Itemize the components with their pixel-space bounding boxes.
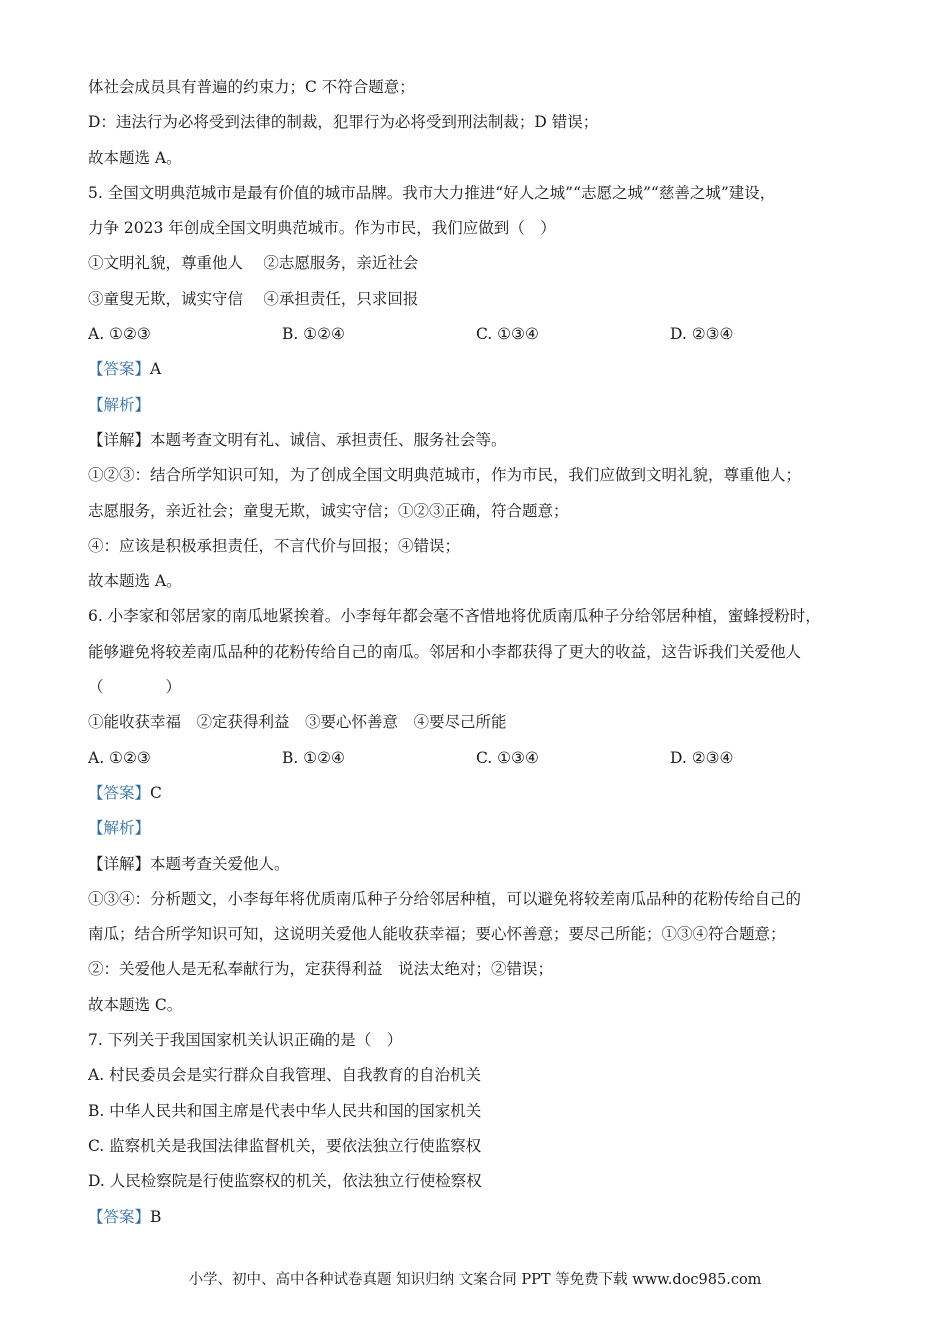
- question-6-analysis: [88, 811, 878, 846]
- option-d: D. 人民检察院是行使监察权的机关，依法独立行使检察权: [88, 1172, 482, 1191]
- question-6-detail: [88, 847, 878, 882]
- detail-tag: 【详解】: [88, 854, 151, 873]
- option-c: C. ①③④: [476, 748, 539, 767]
- page-footer: 小学、初中、高中各种试卷真题 知识归纳 文案合同 PPT 等免费下载 www.doc985.com: [188, 1272, 762, 1288]
- document-page: [88, 70, 878, 1235]
- detail-line: 南瓜；结合所学知识可知，这说明关爱他人能收获幸福；要心怀善意；要尽己所能；①③④符合题意；: [88, 925, 786, 944]
- question-5-items: ①文明礼貌，尊重他人 ②志愿服务，亲近社会: [88, 254, 419, 273]
- detail-line: ②：关爱他人是无私奉献行为，定获得利益 说法太绝对；②错误；: [88, 960, 554, 979]
- question-5-options: [88, 317, 878, 352]
- question-5-items: ③童叟无欺，诚实守信 ④承担责任，只求回报: [88, 289, 419, 308]
- detail-line: ④：应该是积极承担责任，不言代价与回报；④错误；: [88, 536, 461, 555]
- question-5-detail: [88, 423, 878, 458]
- question-6-stem: 能够避免将较差南瓜品种的花粉传给自己的南瓜。邻居和小李都获得了更大的收益，这告诉我们关爱他人: [88, 642, 802, 661]
- detail-line: 故本题选 A。: [88, 572, 182, 591]
- answer-tag: 【答案】: [88, 360, 151, 379]
- text-line: 故本题选 A。: [88, 148, 182, 167]
- option-a: A. ①②③: [88, 748, 151, 767]
- detail-line: 志愿服务，亲近社会；童叟无欺，诚实守信；①②③正确，符合题意；: [88, 501, 569, 520]
- option-a: A. 村民委员会是实行群众自我管理、自我教育的自治机关: [88, 1066, 482, 1085]
- detail-line: ①②③：结合所学知识可知，为了创成全国文明典范城市，作为市民，我们应做到文明礼貌，尊重他人；: [88, 466, 802, 485]
- question-6-stem: 6. 小李家和邻居家的南瓜地紧挨着。小李每年都会毫不吝惜地将优质南瓜种子分给邻居种植，蜜蜂授粉时，: [88, 607, 821, 626]
- question-5-answer: [88, 352, 878, 387]
- option-a: A. ①②③: [88, 325, 151, 344]
- question-5-stem: 力争 2023 年创成全国文明典范城市。作为市民，我们应做到（ ）: [88, 219, 556, 238]
- detail-line: 故本题选 C。: [88, 995, 183, 1014]
- question-7-stem: 7. 下列关于我国国家机关认识正确的是（ ）: [88, 1031, 403, 1050]
- question-6-options: [88, 741, 878, 776]
- detail-text: 本题考查关爱他人。: [150, 854, 290, 873]
- detail-tag: 【详解】: [88, 430, 151, 449]
- answer-value: B: [150, 1207, 162, 1226]
- option-b: B. 中华人民共和国主席是代表中华人民共和国的国家机关: [88, 1101, 482, 1120]
- answer-value: A: [150, 360, 162, 379]
- analysis-tag: 【解析】: [88, 395, 151, 414]
- question-5-analysis: [88, 388, 878, 423]
- question-5-stem: 5. 全国文明典范城市是最有价值的城市品牌。我市大力推进“好人之城”“志愿之城”“慈善之城”建设，: [88, 183, 776, 202]
- option-b: B. ①②④: [282, 748, 345, 767]
- detail-line: ①③④：分析题文，小李每年将优质南瓜种子分给邻居种植，可以避免将较差南瓜品种的花粉传给自己的: [88, 889, 802, 908]
- text-line: 体社会成员具有普遍的约束力；C 不符合题意；: [88, 78, 415, 96]
- option-d: D. ②③④: [670, 748, 734, 767]
- analysis-tag: 【解析】: [88, 819, 151, 838]
- question-7-answer: [88, 1200, 878, 1235]
- question-6-stem: （ ）: [88, 678, 182, 697]
- answer-value: C: [150, 783, 162, 802]
- text-line: D：违法行为必将受到法律的制裁，犯罪行为必将受到刑法制裁；D 错误；: [88, 113, 599, 132]
- detail-text: 本题考查文明有礼、诚信、承担责任、服务社会等。: [150, 430, 507, 449]
- option-c: C. 监察机关是我国法律监督机关，要依法独立行使监察权: [88, 1136, 482, 1155]
- question-6-answer: [88, 776, 878, 811]
- answer-tag: 【答案】: [88, 783, 151, 802]
- answer-tag: 【答案】: [88, 1207, 151, 1226]
- option-b: B. ①②④: [282, 325, 345, 344]
- question-6-items: ①能收获幸福 ②定获得利益 ③要心怀善意 ④要尽己所能: [88, 713, 507, 732]
- option-d: D. ②③④: [670, 325, 734, 344]
- option-c: C. ①③④: [476, 325, 539, 344]
